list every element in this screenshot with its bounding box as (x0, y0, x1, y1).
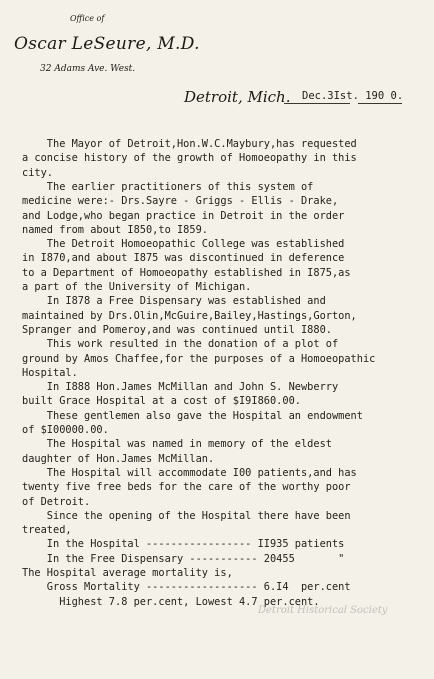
body-line: twenty five free beds for the care of the worthy poor (22, 481, 351, 493)
body-line: a concise history of the growth of Homoeopathy in this (22, 152, 357, 164)
dateline (184, 88, 424, 112)
body-line: medicine were:- Drs.Sayre - Griggs - Ellis - Drake, (22, 195, 339, 207)
body-line: These gentlemen also gave the Hospital an endowment (22, 410, 363, 422)
body-line: daughter of Hon.James McMillan. (22, 453, 215, 465)
body-line: The Detroit Homoeopathic College was established (22, 238, 345, 250)
dateline-place: Detroit, Mich. (184, 88, 291, 106)
body-line: to a Department of Homoeopathy established in I875,as (22, 267, 351, 279)
body-line: This work resulted in the donation of a plot of (22, 338, 339, 350)
body-line: The Hospital was named in memory of the eldest (22, 438, 332, 450)
body-line: In I878 a Free Dispensary was established and (22, 295, 326, 307)
body-line: Spranger and Pomeroy,and was continued until I880. (22, 324, 332, 336)
body-line: Since the opening of the Hospital there have been (22, 510, 351, 522)
letterhead-address: 32 Adams Ave. West. (40, 64, 136, 74)
dateline-date: Dec.3Ist. 190 0. (302, 90, 404, 102)
body-line: In I888 Hon.James McMillan and John S. Newberry (22, 381, 339, 393)
dateline-rule (358, 103, 402, 104)
body-line: treated, (22, 524, 72, 536)
body-line: of $I00000.00. (22, 424, 109, 436)
body-line: The Hospital average mortality is, (22, 567, 233, 579)
body-line: and Lodge,who began practice in Detroit in the order (22, 210, 345, 222)
body-line: Highest 7.8 per.cent, Lowest 4.7 per.cent. (22, 596, 320, 608)
body-line: Hospital. (22, 367, 78, 379)
body-line: The earlier practitioners of this system of (22, 181, 314, 193)
body-line: The Mayor of Detroit,Hon.W.C.Maybury,has requested (22, 138, 357, 150)
letterhead-office-of: Office of (70, 14, 105, 23)
body-line: The Hospital will accommodate I00 patients,and has (22, 467, 357, 479)
body-line: maintained by Drs.Olin,McGuire,Bailey,Hastings,Gorton, (22, 310, 357, 322)
body-line: In the Hospital ----------------- II935 patients (22, 538, 345, 550)
dateline-rule (284, 103, 350, 104)
body-line: in I870,and about I875 was discontinued in deference (22, 252, 345, 264)
body-line: built Grace Hospital at a cost of $I9I860.00. (22, 395, 301, 407)
body-line: In the Free Dispensary ----------- 20455 " (22, 553, 345, 565)
body-line: Gross Mortality ------------------ 6.I4 per.cent (22, 581, 351, 593)
body-line: named from about I850,to I859. (22, 224, 208, 236)
body-line: ground by Amos Chaffee,for the purposes of a Homoeopathic (22, 353, 376, 365)
watermark-text: Detroit Historical Society (258, 605, 388, 616)
body-line: of Detroit. (22, 496, 91, 508)
letterhead-name: Oscar LeSeure, M.D. (14, 34, 200, 54)
body-line: a part of the University of Michigan. (22, 281, 252, 293)
body-line: city. (22, 167, 53, 179)
